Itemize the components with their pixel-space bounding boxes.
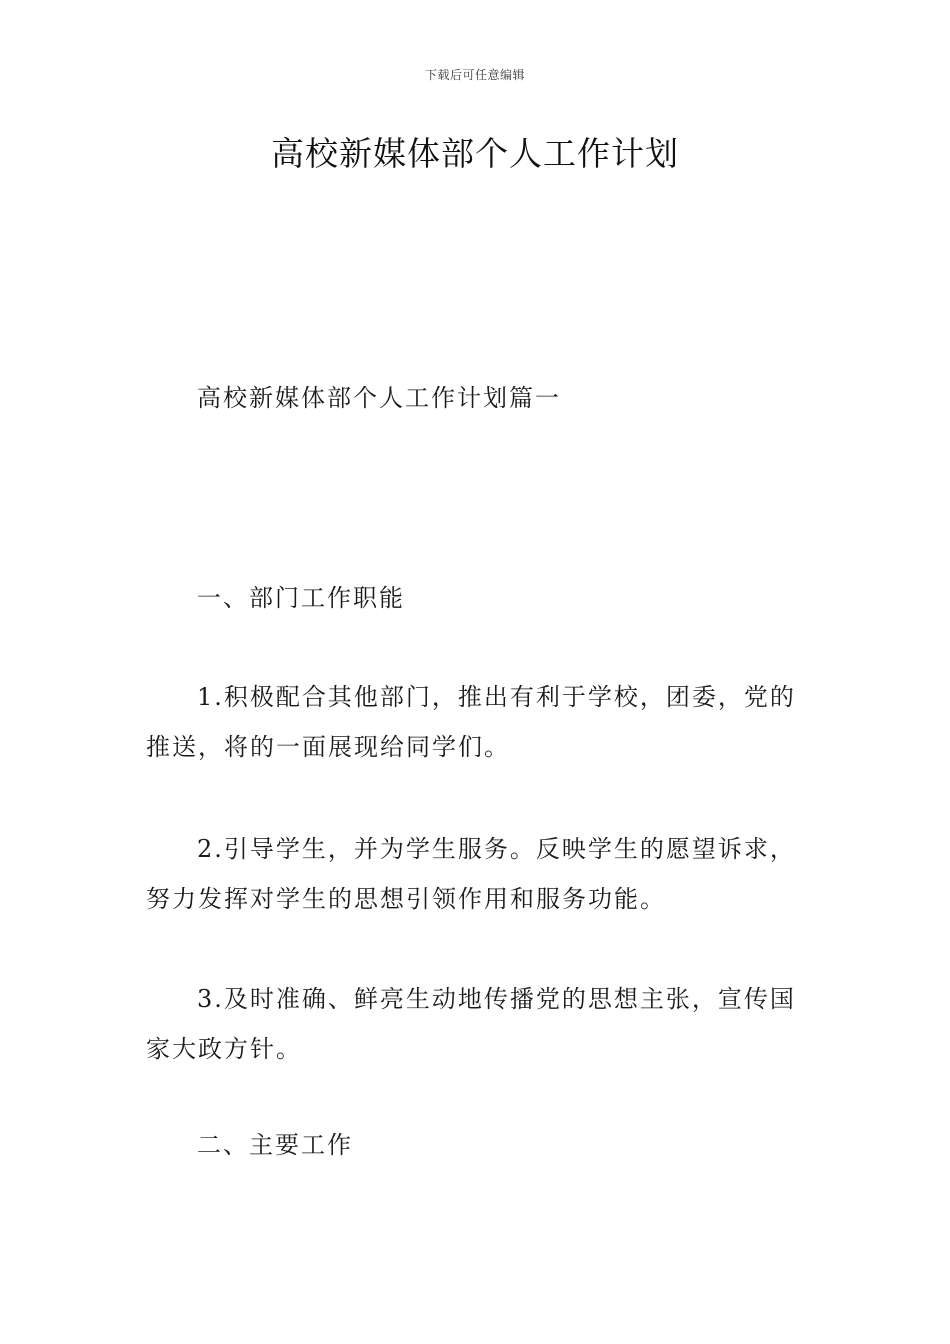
document-title: 高校新媒体部个人工作计划 [271, 134, 679, 173]
section-heading-2: 二、主要工作 [197, 1131, 353, 1159]
paragraph-item-2: 2.引导学生，并为学生服务。反映学生的愿望诉求，努力发挥对学生的思想引领作用和服务功能。 [146, 835, 796, 913]
paragraph-item-3: 3.及时准确、鲜亮生动地传播党的思想主张，宣传国家大政方针。 [146, 985, 796, 1063]
header-note: 下载后可任意编辑 [424, 68, 525, 82]
section-heading-1: 一、部门工作职能 [197, 584, 405, 612]
paragraph-item-1: 1.积极配合其他部门，推出有利于学校，团委，党的推送，将的一面展现给同学们。 [146, 683, 796, 761]
document-subtitle: 高校新媒体部个人工作计划篇一 [197, 384, 561, 412]
